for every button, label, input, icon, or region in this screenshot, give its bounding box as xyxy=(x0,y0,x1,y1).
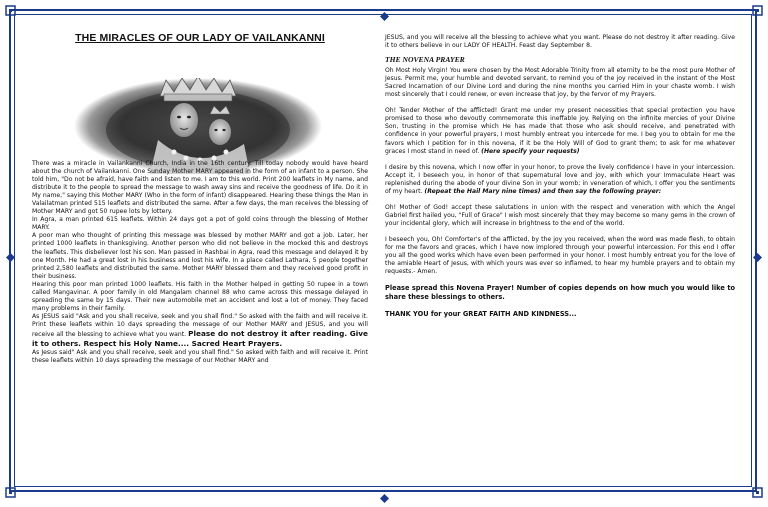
diamond-ornament-icon xyxy=(380,6,389,15)
story-paragraph: There was a miracle in Vailankanni Church, India in the 16th century. Till today nobody would have heard about the church of Vailankanni. One Sunday Mother MARY appeared in the form of an infant to a person. She told him, "Do not be afraid, have faith and listen to me. I am to this world. Print 200 leaflets in My name, and distribute it to the people to spread the message to wash away sins and receive the goodness of life. Do it in My name," saying this Mother MARY (Who in the form of infant) disappeared. Hearing these things the Man in Valailatman printed 515 leaflets and distributed the same. After a few days, the man receives the blessing of Mother MARY and got 50 rupee lots by lottery. xyxy=(32,160,368,216)
diamond-ornament-icon xyxy=(753,247,762,256)
prayer-instruction: (Repeat the Hail Mary nine times) and then say the following prayer: xyxy=(424,187,662,195)
prayer-instruction: (Here specify your requests) xyxy=(481,147,580,155)
story-paragraph: As Jesus said" Ask and you shall receive, seek and you shall find." So asked with faith and will receive it. Print these leaflets within 10 days spreading the message of our Mother MARY and xyxy=(32,349,368,365)
right-column xyxy=(385,34,735,327)
prayer-paragraph: Oh! Mother of God! accept these salutations in union with the respect and veneration with which the Angel Gabriel first hailed you, "Full of Grace" I wish most sincerely that they may become so many gems in the crown of your incidental glory, which will increase in brightness to the end of the world. xyxy=(385,203,735,227)
story-paragraph: Hearing this poor man printed 1000 leaflets. His faith in the Mother helped in getting 50 rupee in a town called Mangavinar. A poor family in old Mangalam channel 88 who came across this message delayed in spreading the same by 15 days. Their new automobile met an accident and lost a lot of money. They faced many problems in their family. xyxy=(32,280,368,312)
corner-ornament-icon xyxy=(752,487,763,498)
page-title: THE MIRACLES OF OUR LADY OF VAILANKANNI xyxy=(75,32,325,44)
thank-you-line: THANK YOU for your GREAT FAITH AND KINDNESS... xyxy=(385,310,577,319)
story-paragraph xyxy=(32,313,368,349)
continued-paragraph: JESUS, and you will receive all the blessing to achieve what you want. Please do not destroy it after reading. Give it to others believe in our LADY OF HEALTH. Feast day September 8. xyxy=(385,34,735,50)
prayer-text: I desire by this novena, which I now offer in your honor, to prove the lively confidence I have in your intercession. Accept it, I beseech you, in honor of that supernatural love and joy, with which your Immaculate Heart was replenished during the abode of your divine Son in your womb; in veneration of which, I offer you the sentiments of my heart. xyxy=(385,163,735,195)
diamond-ornament-icon xyxy=(380,488,389,497)
corner-ornament-icon xyxy=(5,5,16,16)
corner-ornament-icon xyxy=(5,487,16,498)
diamond-ornament-icon xyxy=(6,247,15,256)
bold-instruction: Please do not destroy it after reading. Give it to others. Respect his Holy Name.... Sacred Heart Prayers. xyxy=(32,328,369,349)
story-paragraph: A poor man who thought of printing this message was blessed by mother MARY and got a job. Later, her printed 1000 leaflets in thanksgiving. Another person who did not believe in the mocked this and destroys the leaflets. This disbeliever lost his son. Man passed in Rashbai in Agra, read this message and delayed it by one Month. He had a great lost in his business and lost his wife. In a place called Lathara, 5 people together printed 2,580 leaflets and distributed the same. Mother MARY blessed them and they received good profit in their business. xyxy=(32,232,368,280)
closing-appeal: Please spread this Novena Prayer! Number of copies depends on how much you would like to share these blessings to others. xyxy=(385,284,735,302)
story-paragraph: In Agra, a man printed 615 leaflets. Within 24 days got a pot of gold coins through the blessing of Mother MARY. xyxy=(32,216,368,232)
prayer-paragraph xyxy=(385,164,735,196)
prayer-paragraph xyxy=(385,107,735,155)
prayer-text: Oh! Tender Mother of the afflicted! Grant me under my present necessities that special protection you have promised to those who devoutly commemorate this ineffable joy. Relying on the infinite mercies of your Divine Son, trusting in the promise which He has made that those who ask should receive, and penetrated with confidence in your powerful prayers, I most humbly entreat you intercede for me. I beg you to obtain for me the favors which I petition for in this novena, if it be the Holy Will of God to grant them; to ask for me whatever graces I most stand in need of. xyxy=(385,107,735,155)
prayer-paragraph: Oh Most Holy Virgin! You were chosen by the Most Adorable Trinity from all eternity to be the most pure Mother of Jesus. Permit me, your humble and devoted servant, to remind you of the joy received in the instant of the Most Sacred Incarnation of our Divine Lord and during the nine months you carried Him in your chaste womb. I wish most sincerely that I could renew, or even increase that joy, by the fervor of my Prayers. xyxy=(385,67,735,99)
prayer-paragraph: I beseech you, Oh! Comforter's of the afflicted, by the joy you received, when the word was made flesh, to obtain for me the favors and graces, which I have now implored through your powerful intercession. For this end I offer you all the good works which have even been performed in your honor. I most humbly entreat you for the love of the amiable Heart of Jesus, with which yours was ever so inflamed, to hear my humble prayers and to obtain my requests.- Amen. xyxy=(385,235,735,276)
novena-heading: THE NOVENA PRAYER xyxy=(385,55,465,65)
story-text: As JESUS said "Ask and you shall receive, seek and you shall find." So asked with the faith and will receive it. Print these leaflets within 10 days spreading the message of our Mother MARY and JESUS, and you will receive all the blessing to achieve what you want. xyxy=(32,312,368,338)
corner-ornament-icon xyxy=(752,5,763,16)
